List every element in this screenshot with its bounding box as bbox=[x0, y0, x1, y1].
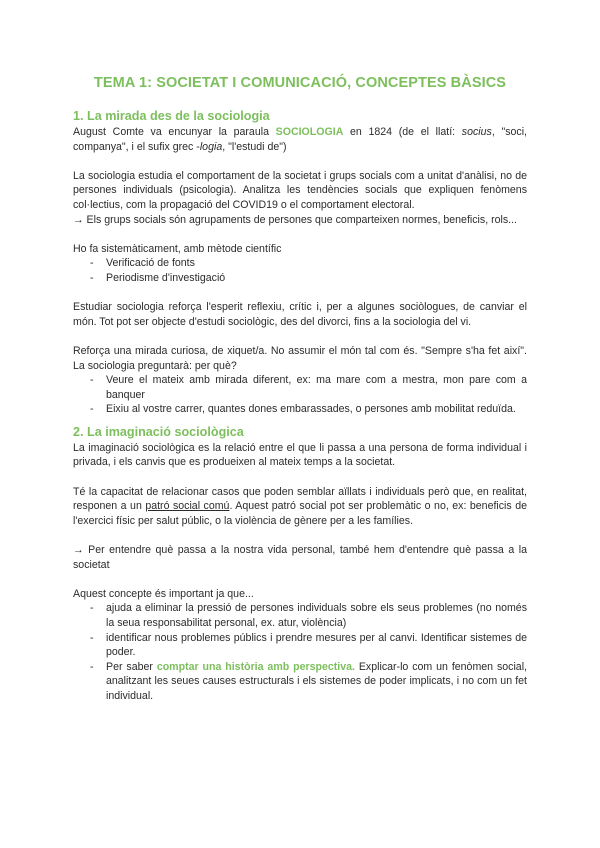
paragraph-understand: → Per entendre què passa a la nostra vida personal, també hem d'entendre què passa a la societat bbox=[73, 544, 527, 571]
text-run: Explicar-lo com un fenòmen social, analitzant les seues causes estructurals i els sistemes de poder implicats, i no com un fet individual. bbox=[106, 660, 527, 702]
list-item: - Eixiu al vostre carrer, quantes dones embarassades, o persones amb mobilitat reduïda. bbox=[73, 402, 527, 417]
paragraph-pattern bbox=[73, 485, 527, 529]
list-item bbox=[73, 660, 527, 704]
list-item: - Veure el mateix amb mirada diferent, ex: ma mare com a mestra, mon pare com a banquer bbox=[73, 373, 527, 402]
text-run: Per saber bbox=[106, 660, 157, 673]
keyword-sociologia: SOCIOLOGIA bbox=[275, 126, 344, 138]
page-title: TEMA 1: SOCIETAT I COMUNICACIÓ, CONCEPTES BÀSICS bbox=[93, 75, 507, 91]
list-item: - ajuda a eliminar la pressió de persones individuals sobre els seus problemes (no només la seua responsabilitat personal, ex. atur, violència) bbox=[73, 601, 527, 630]
text-run: , "l'estudi de") bbox=[222, 140, 287, 153]
italic-term: socius bbox=[461, 126, 492, 138]
paragraph-important: Aquest concepte és important ja que... bbox=[73, 587, 254, 600]
italic-term: logia bbox=[199, 140, 223, 153]
paragraph-comte bbox=[73, 125, 527, 154]
section-2-heading: 2. La imaginació sociològica bbox=[73, 424, 244, 439]
text-run: Té la capacitat de relacionar casos que poden semblar aïllats i individuals però que, en realitat, responen a un bbox=[73, 485, 527, 513]
method-list bbox=[73, 256, 527, 285]
paragraph-reflexive: Estudiar sociologia reforça l'esperit reflexiu, crític i, per a algunes sociòlogues, de canviar el món. Tot pot ser objecte d'estudi sociològic, des del divorci, fins a la sociologia del vi. bbox=[73, 301, 527, 328]
highlighted-phrase: comptar una història amb perspectiva. bbox=[156, 660, 355, 673]
text-run: August Comte va encunyar la paraula bbox=[73, 126, 276, 138]
section-1-heading: 1. La mirada des de la sociologia bbox=[73, 109, 270, 123]
text-run: . Aquest patró social pot ser problemàtic o no, ex: beneficis de l'exercici físic per salut públic, o la violència de gènere per a les famílies. bbox=[73, 500, 527, 527]
document-body bbox=[73, 108, 527, 704]
paragraph-method: Ho fa sistemàticament, amb mètode científic bbox=[73, 242, 282, 255]
text-run: en 1824 (de el llatí: bbox=[343, 126, 462, 138]
paragraph-curious: Reforça una mirada curiosa, de xiquet/a. No assumir el món tal com és. "Sempre s'ha fet així". La sociologia preguntarà: per què? bbox=[73, 344, 527, 372]
importance-list bbox=[73, 601, 527, 703]
paragraph-definition: La sociologia estudia el comportament de la societat i grups socials com a unitat d'anàlisi, no de persones individuals (psicologia). Analitza les tendències socials que expliquen fenòmens col·lectius, com la propagació del COVID19 o el comportament electoral. bbox=[73, 169, 527, 211]
curious-list bbox=[73, 373, 527, 417]
list-item: - Periodisme d'investigació bbox=[73, 271, 527, 286]
list-item: - Verificació de fonts bbox=[73, 256, 527, 271]
paragraph-groups: → Els grups socials són agrupaments de persones que comparteixen normes, beneficis, rols... bbox=[73, 213, 517, 226]
underlined-term: patró social comú bbox=[145, 500, 230, 513]
list-item: - identificar nous problemes públics i prendre mesures per al canvi. Identificar sistemes de poder. bbox=[73, 631, 527, 660]
paragraph-imagination: La imaginació sociològica es la relació entre el que li passa a una persona de forma individual i privada, i els canvis que es produeixen al mateix temps a la societat. bbox=[73, 441, 527, 469]
text-run: , "soci, companya", i el sufix grec - bbox=[73, 126, 527, 153]
